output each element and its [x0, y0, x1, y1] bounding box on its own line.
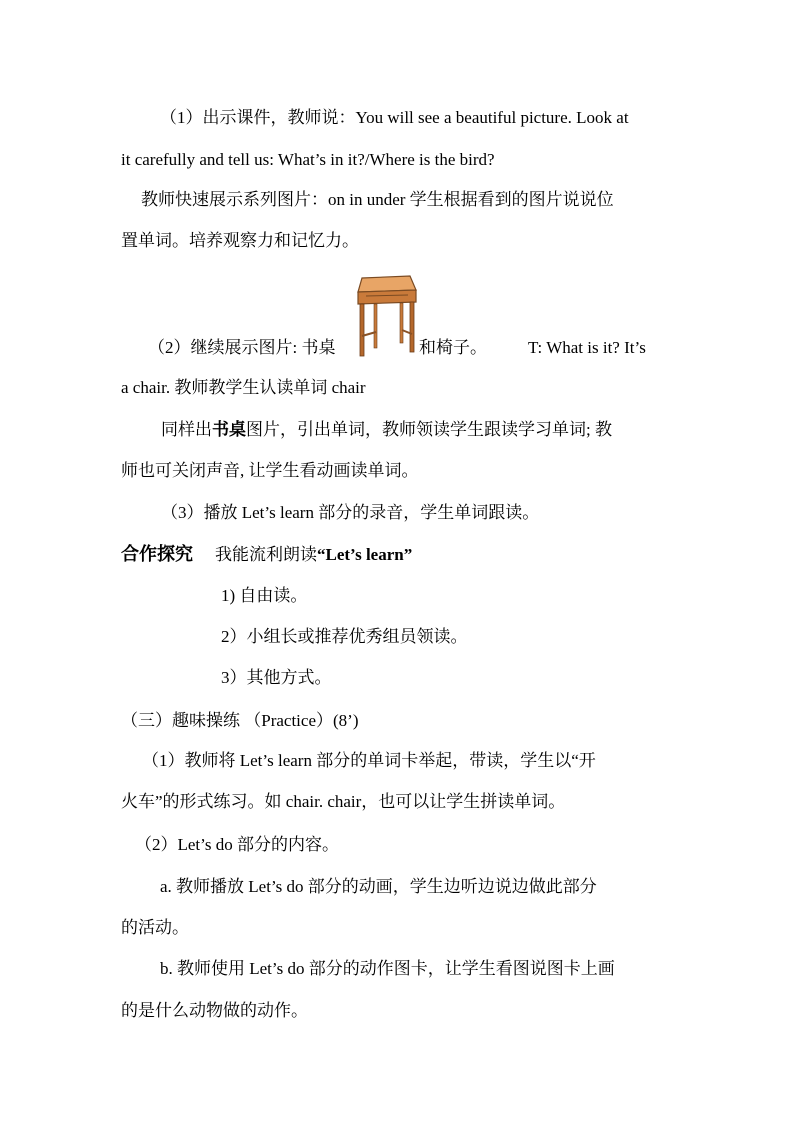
para4-line1 [161, 418, 612, 442]
practice-a-line1: a. 教师播放 Let’s do 部分的动画，学生边听边说边做此部分 [160, 877, 597, 896]
para3-line2: a chair. 教师教学生认读单词 chair [121, 378, 366, 397]
practice-b-line2: 的是什么动物做的动作。 [121, 1001, 308, 1020]
desk-image [356, 274, 418, 358]
para2-line2: 置单词。培养观察力和记忆力。 [121, 231, 359, 250]
para2-line1: 教师快速展示系列图片：on in under 学生根据看到的图片说说位 [141, 190, 614, 209]
practice-para1-line1: （1）教师将 Let’s learn 部分的单词卡举起，带读，学生以“开 [142, 751, 596, 770]
practice-heading: （三）趣味操练 （Practice）(8’) [121, 711, 359, 730]
section-heading-text: 我能流利朗读 [215, 545, 317, 564]
para4-line2: 师也可关闭声音, 让学生看动画读单词。 [121, 461, 419, 480]
para4-rest: 图片，引出单词，教师领读学生跟读学习单词; 教 [246, 420, 612, 439]
para3-line1-start: （2）继续展示图片: 书桌 [148, 338, 336, 357]
practice-b-line1: b. 教师使用 Let’s do 部分的动作图卡，让学生看图说图卡上画 [160, 959, 615, 978]
section-heading-quote: “Let’s learn” [317, 545, 413, 564]
para5: （3）播放 Let’s learn 部分的录音，学生单词跟读。 [161, 503, 540, 522]
practice-a-line2: 的活动。 [121, 918, 189, 937]
list-item-3: 3）其他方式。 [221, 668, 332, 687]
para3-line1-end: T: What is it? It’s [528, 338, 646, 357]
section-heading-title: 合作探究 [121, 544, 193, 564]
practice-para2: （2）Let’s do 部分的内容。 [135, 835, 339, 854]
para1-line1: （1）出示课件，教师说：You will see a beautiful picture. Look at [160, 108, 629, 127]
practice-para1-line2: 火车”的形式练习。如 chair. chair，也可以让学生拼读单词。 [121, 792, 566, 811]
para1-line2: it carefully and tell us: What’s in it?/Where is the bird? [121, 150, 495, 169]
list-item-1: 1) 自由读。 [221, 586, 308, 605]
para4-lead: 同样出 [161, 420, 212, 439]
section-heading [121, 542, 412, 567]
list-item-2: 2）小组长或推荐优秀组员领读。 [221, 627, 468, 646]
para3-line1-middle: 和椅子。 [419, 338, 487, 357]
para4-bold-word: 书桌 [212, 420, 246, 439]
